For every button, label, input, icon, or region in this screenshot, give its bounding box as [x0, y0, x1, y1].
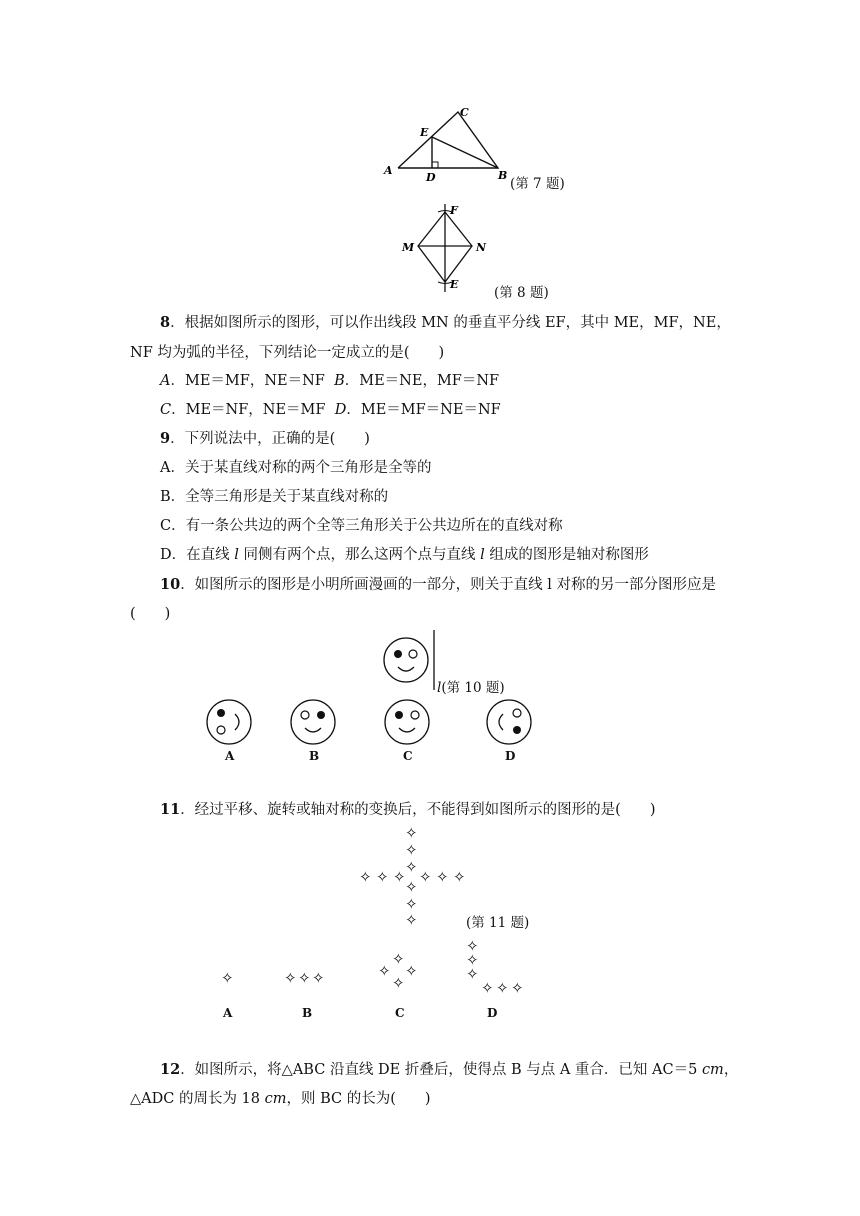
star-icon: ✧ — [405, 824, 418, 842]
star-icon: ✧ — [405, 911, 418, 929]
figure-8-rhombus — [398, 200, 498, 296]
question-text: ．下列说法中，正确的是( ) — [170, 431, 370, 447]
question-8-stem-line2: NF 均为弧的半径，下列结论一定成立的是( ) — [130, 345, 445, 361]
question-number: 9 — [160, 430, 171, 447]
point-label-E: E — [450, 278, 459, 291]
star-icon: ✧ — [298, 969, 311, 987]
question-10-stem-line2: ( ) — [130, 606, 171, 622]
question-8-options-row1 — [160, 371, 499, 391]
figure-7-caption: (第 7 题) — [510, 176, 565, 192]
question-number: 8 — [160, 314, 171, 331]
star-icon: ✧ — [466, 965, 479, 983]
question-text: ， — [723, 1062, 739, 1078]
q10-option-C-face — [382, 697, 432, 747]
figure-8-caption: (第 8 题) — [494, 285, 549, 301]
question-number: 12 — [160, 1061, 181, 1078]
q11-option-label-A: A — [223, 1006, 233, 1020]
q10-option-label-A: A — [225, 749, 235, 763]
question-11-caption: (第 11 题) — [466, 915, 530, 931]
star-icon: ✧ — [419, 868, 432, 886]
question-text: ，则 BC 的长为( ) — [286, 1091, 431, 1107]
caption-text: (第 10 题) — [441, 680, 505, 696]
point-label-M: M — [402, 241, 415, 254]
star-icon: ✧ — [378, 962, 391, 980]
q10-option-label-D: D — [505, 749, 516, 763]
star-icon: ✧ — [511, 979, 524, 997]
q10-option-label-C: C — [403, 749, 413, 763]
star-icon: ✧ — [392, 974, 405, 992]
question-9-stem — [160, 429, 370, 449]
star-icon: ✧ — [405, 895, 418, 913]
unit-cm: cm — [264, 1091, 287, 1107]
star-icon: ✧ — [405, 858, 418, 876]
star-icon: ✧ — [436, 868, 449, 886]
question-8-stem-line1 — [160, 313, 731, 333]
star-icon: ✧ — [405, 878, 418, 896]
question-9-option-D — [160, 545, 649, 565]
star-icon: ✧ — [393, 868, 406, 886]
line-label-l: l — [437, 680, 442, 696]
question-9-option-A: A．关于某直线对称的两个三角形是全等的 — [160, 460, 432, 476]
option-letter-C: C — [160, 402, 172, 418]
option-D-part: 同侧有两个点，那么这两个点与直线 — [238, 547, 481, 563]
option-C: ．ME＝NF，NE＝MF — [171, 402, 326, 418]
q10-option-D-face — [484, 697, 534, 747]
option-B: ．ME＝NE，MF＝NF — [344, 373, 500, 389]
star-icon: ✧ — [312, 969, 325, 987]
star-icon: ✧ — [405, 841, 418, 859]
star-icon: ✧ — [481, 979, 494, 997]
question-9-option-C: C．有一条公共边的两个全等三角形关于公共边所在的直线对称 — [160, 518, 563, 534]
q10-option-B-face — [288, 697, 338, 747]
option-letter-A: A — [160, 373, 171, 389]
question-10-caption — [437, 676, 505, 696]
star-icon: ✧ — [405, 962, 418, 980]
option-letter-B: B — [334, 373, 345, 389]
line-symbol-l: l — [234, 547, 239, 563]
question-11-stem — [160, 800, 656, 820]
question-8-options-row2 — [160, 400, 501, 420]
star-icon: ✧ — [376, 868, 389, 886]
star-icon: ✧ — [392, 950, 405, 968]
star-icon: ✧ — [284, 969, 297, 987]
option-letter-D: D — [334, 402, 347, 418]
star-icon: ✧ — [496, 979, 509, 997]
point-label-F: F — [450, 204, 458, 217]
line-symbol-l: l — [480, 547, 485, 563]
q11-option-label-D: D — [487, 1006, 498, 1020]
question-text: ．如图所示的图形是小明所画漫画的一部分，则关于直线 l 对称的另一部分图形应是 — [180, 577, 717, 593]
point-label-B: B — [498, 169, 508, 182]
star-icon: ✧ — [453, 868, 466, 886]
question-text: ．根据如图所示的图形，可以作出线段 MN 的垂直平分线 EF，其中 ME，MF，NE， — [170, 315, 731, 331]
q11-option-label-C: C — [395, 1006, 405, 1020]
figure-7-triangle — [380, 104, 510, 184]
question-number: 11 — [160, 801, 181, 818]
question-10-stem-line1 — [160, 575, 716, 595]
question-9-option-B: B．全等三角形是关于某直线对称的 — [160, 489, 389, 505]
star-icon: ✧ — [221, 969, 234, 987]
question-12-stem-line1 — [160, 1060, 738, 1080]
unit-cm: cm — [701, 1062, 724, 1078]
star-icon: ✧ — [466, 951, 479, 969]
question-number: 10 — [160, 576, 181, 593]
question-text: ．如图所示，将△ABC 沿直线 DE 折叠后，使得点 B 与点 A 重合．已知 AC＝5 — [180, 1062, 702, 1078]
option-D-part: D．在直线 — [160, 547, 235, 563]
option-D: ．ME＝MF＝NE＝NF — [346, 402, 501, 418]
star-icon: ✧ — [466, 937, 479, 955]
question-12-stem-line2 — [130, 1089, 431, 1109]
option-A: ．ME＝MF，NE＝NF — [170, 373, 325, 389]
star-icon: ✧ — [359, 868, 372, 886]
question-text: △ADC 的周长为 18 — [130, 1091, 265, 1107]
option-D-part: 组成的图形是轴对称图形 — [484, 547, 649, 563]
q11-option-label-B: B — [302, 1006, 313, 1020]
q10-option-label-B: B — [309, 749, 320, 763]
point-label-D: D — [426, 171, 436, 184]
q10-option-A-face — [204, 697, 254, 747]
point-label-A: A — [384, 164, 393, 177]
point-label-N: N — [476, 241, 487, 254]
point-label-C: C — [460, 106, 469, 119]
question-text: ．经过平移、旋转或轴对称的变换后，不能得到如图所示的图形的是( ) — [180, 802, 656, 818]
point-label-E: E — [420, 126, 429, 139]
